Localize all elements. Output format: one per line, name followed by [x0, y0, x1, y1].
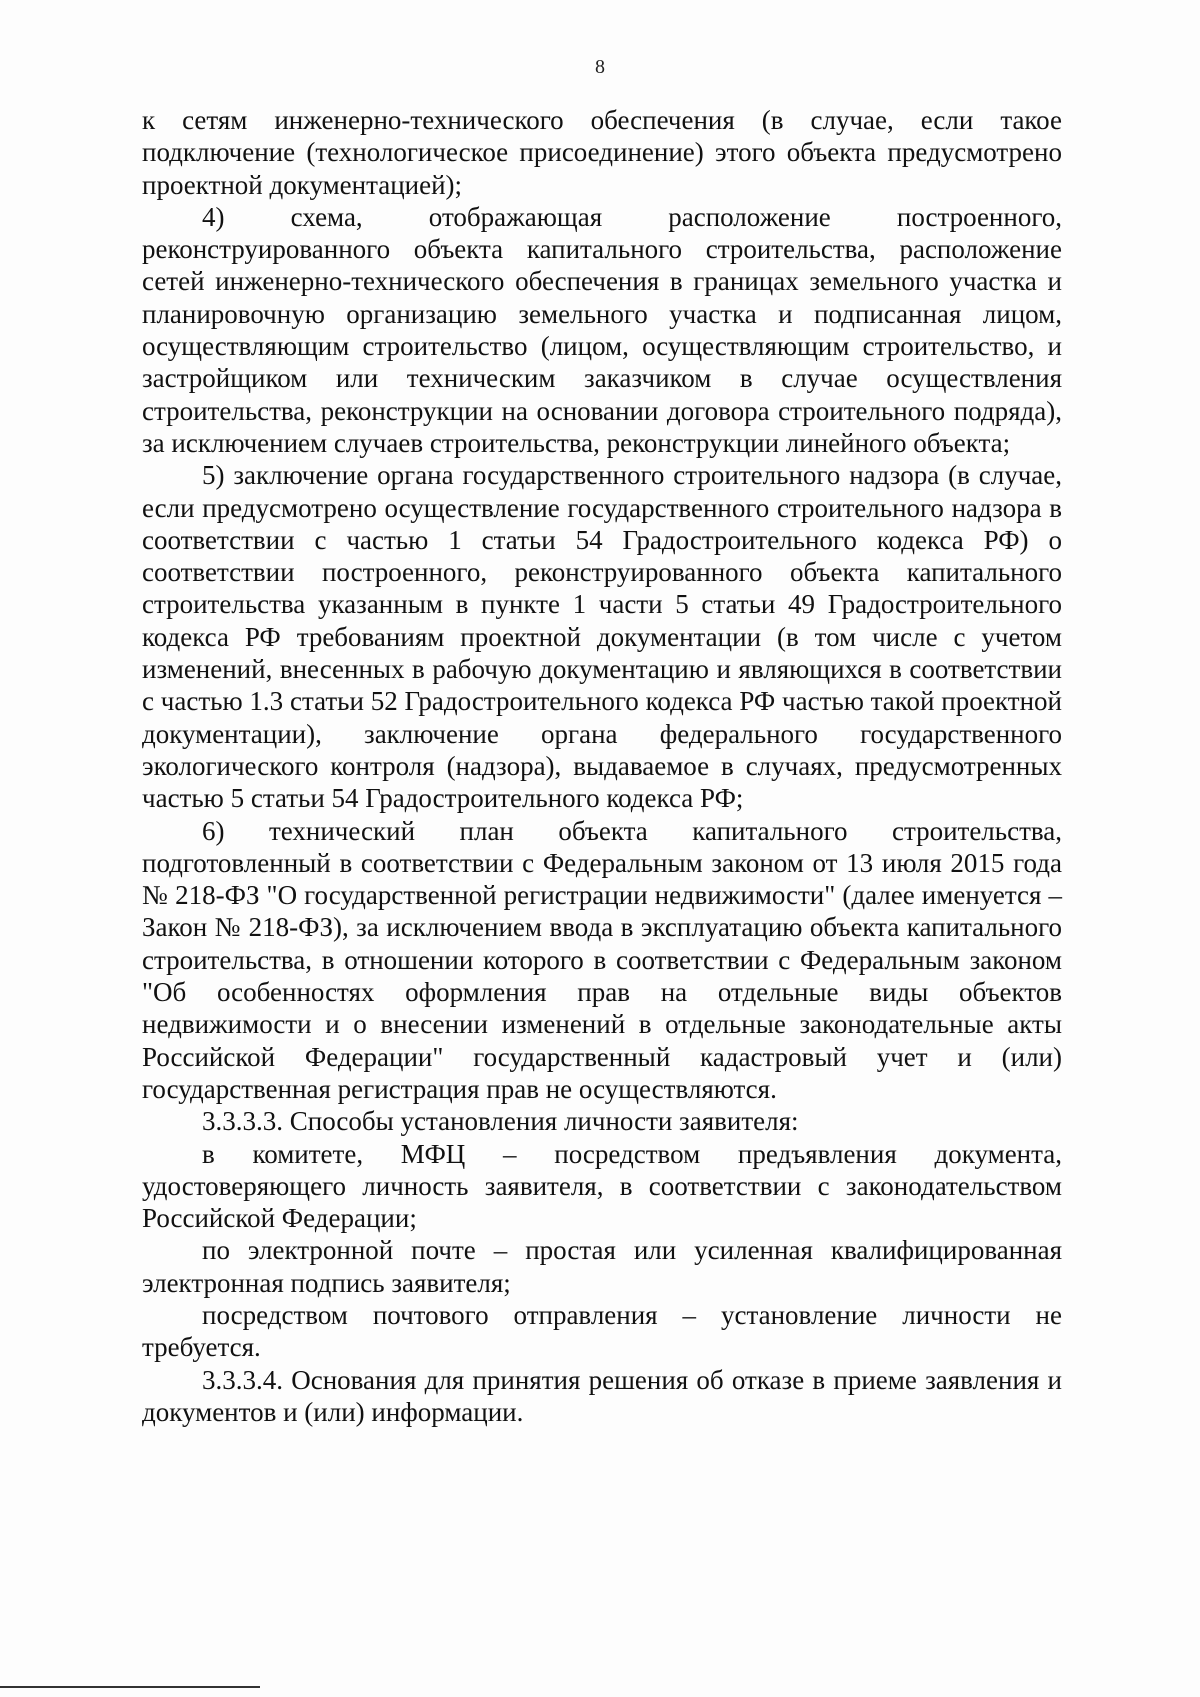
- paragraph-continuation: к сетям инженерно-технического обеспечения (в случае, если такое подключение (технологическое присоединение) этого объекта предусмотрено проектной документацией);: [142, 105, 1062, 200]
- document-body: [142, 104, 1062, 1428]
- paragraph-item-4: 4) схема, отображающая расположение построенного, реконструированного объекта капитального строительства, расположение сетей инженерно-технического обеспечения в границах земельного участка и планировочную организацию земельного участка и подписанная лицом, осуществляющим строительство (лицом, осуществляющим строительство, и застройщиком или техническим заказчиком в случае осуществления строительства, реконструкции на основании договора строительного подряда), за исключением случаев строительства, реконструкции линейного объекта;: [142, 201, 1062, 458]
- paragraph-item-6: 6) технический план объекта капитального строительства, подготовленный в соответствии с Федеральным законом от 13 июля 2015 года № 218-ФЗ "О государственной регистрации недвижимости" (далее именуется – Закон № 218-ФЗ), за исключением ввода в эксплуатацию объекта капитального строительства, в отношении которого в соответствии с Федеральным законом "Об особенностях оформления прав на отдельные виды объектов недвижимости и о внесении изменений в отдельные законодательные акты Российской Федерации" государственный кадастровый учет и (или) государственная регистрация прав не осуществляются.: [142, 815, 1062, 1104]
- paragraph-in-committee: в комитете, МФЦ – посредством предъявления документа, удостоверяющего личность заявителя, в соответствии с законодательством Российской Федерации;: [142, 1138, 1062, 1234]
- section-heading-3-3-3-4: 3.3.3.4. Основания для принятия решения об отказе в приеме заявления и документов и (или) информации.: [142, 1364, 1062, 1427]
- page-number: 8: [595, 56, 605, 78]
- paragraph-item-5: 5) заключение органа государственного строительного надзора (в случае, если предусмотрено осуществление государственного строительного надзора в соответствии с частью 1 статьи 54 Градостроительного кодекса РФ) о соответствии построенного, реконструированного объекта капитального строительства указанным в пункте 1 части 5 статьи 49 Градостроительного кодекса РФ требованиям проектной документации (в том числе с учетом изменений, внесенных в рабочую документацию и являющихся в соответствии с частью 1.3 статьи 52 Градостроительного кодекса РФ частью такой проектной документации), заключение органа федерального государственного экологического контроля (надзора), выдаваемое в случаях, предусмотренных частью 5 статьи 54 Градостроительного кодекса РФ;: [142, 460, 1062, 814]
- section-heading-3-3-3-3: 3.3.3.3. Способы установления личности заявителя:: [202, 1106, 799, 1137]
- paragraph-postal: посредством почтового отправления – установление личности не требуется.: [142, 1299, 1062, 1363]
- paragraph-email: по электронной почте – простая или усиленная квалифицированная электронная подпись заявителя;: [142, 1235, 1062, 1298]
- footer-rule: [0, 1686, 260, 1688]
